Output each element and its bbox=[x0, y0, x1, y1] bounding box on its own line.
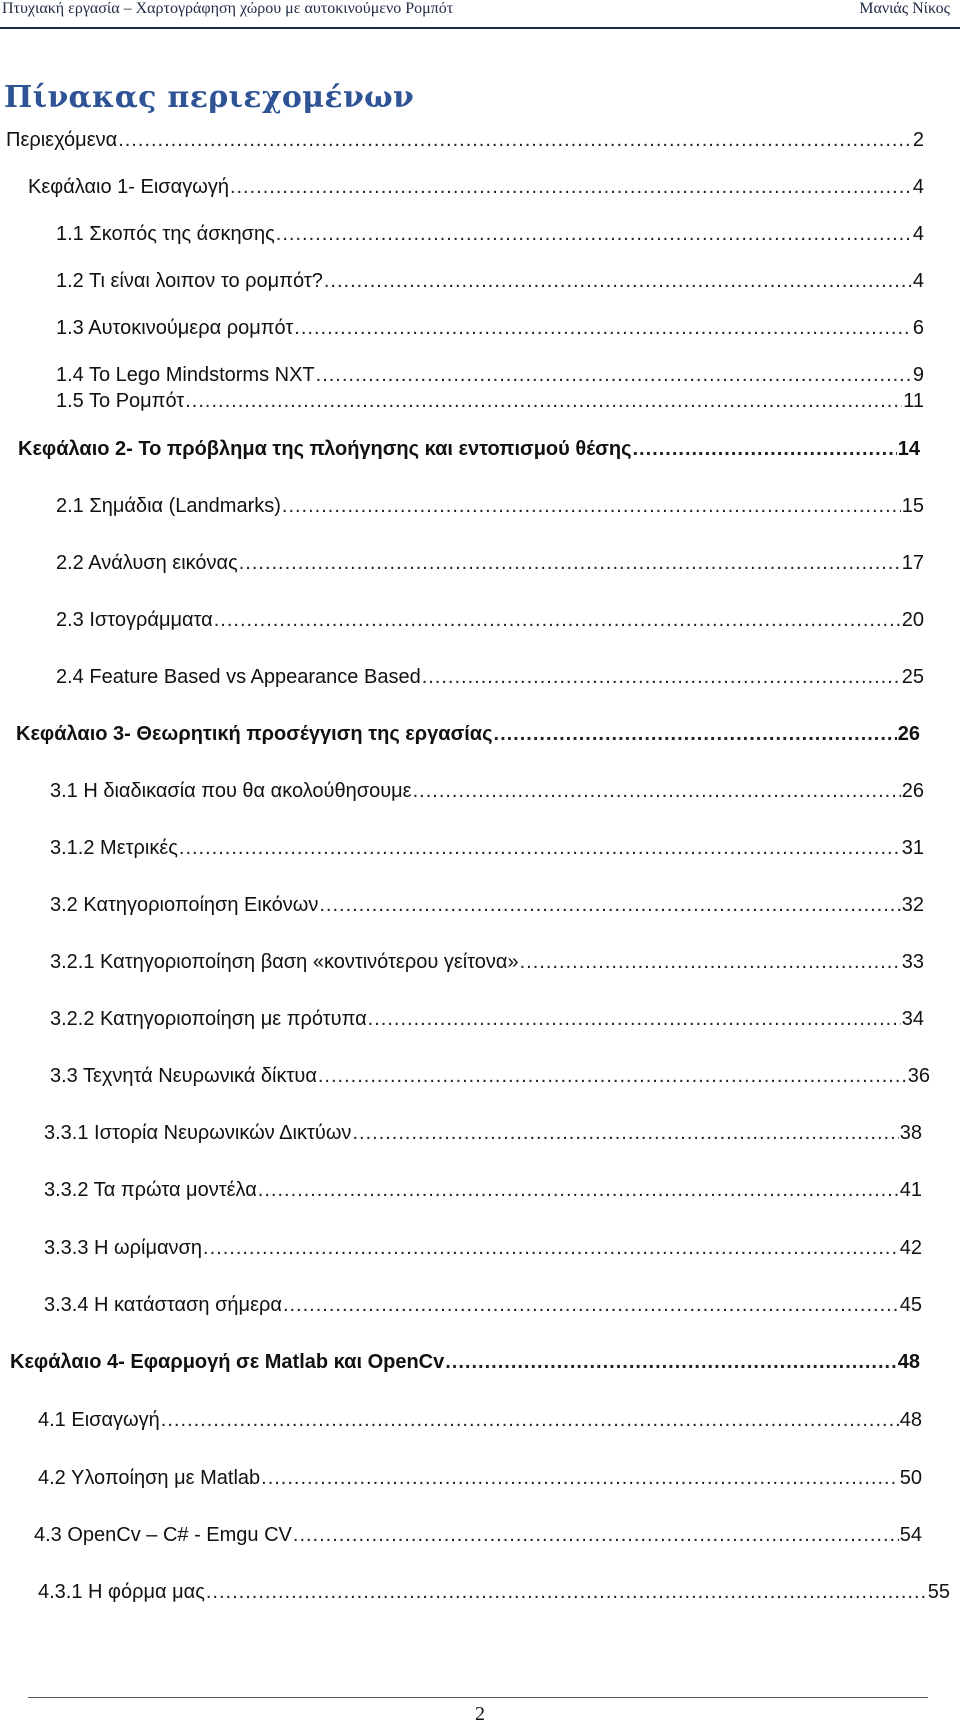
toc-entry-label: 3.2.2 Κατηγοριοποίηση με πρότυπα bbox=[50, 1008, 367, 1030]
toc-leader bbox=[422, 665, 901, 689]
toc-entry-label: Κεφάλαιο 1- Εισαγωγή bbox=[28, 176, 229, 198]
toc-entry-page: 4 bbox=[912, 223, 924, 245]
toc-entry[interactable] bbox=[50, 950, 924, 974]
toc-entry-page: 31 bbox=[901, 837, 924, 859]
toc-entry-label: Κεφάλαιο 4- Εφαρμογή σε Matlab και OpenCv bbox=[10, 1351, 445, 1373]
toc-leader bbox=[230, 175, 912, 199]
toc-entry[interactable] bbox=[56, 389, 924, 413]
toc-entry-label: 1.4 To Lego Mindstorms NXT bbox=[56, 364, 315, 386]
toc-entry-page: 36 bbox=[907, 1065, 930, 1087]
toc-entry-label: 3.1.2 Μετρικές bbox=[50, 837, 178, 859]
toc-entry-label: 3.3.1 Ιστορία Νευρωνικών Δικτύων bbox=[44, 1122, 352, 1144]
toc-entry-label: 3.3 Τεχνητά Νευρωνικά δίκτυα bbox=[50, 1065, 317, 1087]
toc-entry-label: Κεφάλαιο 2- Το πρόβλημα της πλοήγησης και εντοπισμού θέσης bbox=[18, 438, 632, 460]
toc-leader bbox=[294, 316, 912, 340]
toc-entry[interactable] bbox=[50, 779, 924, 803]
toc-entry-page: 32 bbox=[901, 894, 924, 916]
toc-entry-page: 6 bbox=[912, 317, 924, 339]
toc-entry-page: 17 bbox=[901, 552, 924, 574]
toc-entry-label: 2.1 Σημάδια (Landmarks) bbox=[56, 495, 281, 517]
toc-entry[interactable] bbox=[50, 836, 924, 860]
toc-leader bbox=[276, 222, 912, 246]
toc-entry-page: 9 bbox=[912, 364, 924, 386]
toc-entry[interactable] bbox=[56, 665, 924, 689]
toc-leader bbox=[239, 551, 901, 575]
toc-entry[interactable] bbox=[56, 316, 924, 340]
toc-entry[interactable] bbox=[38, 1466, 922, 1490]
toc-leader bbox=[413, 779, 901, 803]
toc-entry-page: 2 bbox=[912, 129, 924, 151]
toc-entry-label: 3.3.2 Τα πρώτα μοντέλα bbox=[44, 1179, 257, 1201]
toc-leader bbox=[203, 1236, 899, 1260]
toc-entry-page: 38 bbox=[899, 1122, 922, 1144]
toc-leader bbox=[206, 1580, 927, 1604]
toc-entry[interactable] bbox=[56, 269, 924, 293]
toc-leader bbox=[282, 494, 901, 518]
toc-entry[interactable] bbox=[38, 1408, 922, 1432]
header-author: Μανιάς Νίκος bbox=[859, 0, 950, 17]
toc-entry-label: 3.2 Κατηγοριοποίηση Εικόνων bbox=[50, 894, 319, 916]
toc-entry-page: 4 bbox=[912, 270, 924, 292]
toc-entry-label: 3.2.1 Κατηγοριοποίηση βαση «κοντινότερου γείτονα» bbox=[50, 951, 519, 973]
toc-entry[interactable] bbox=[44, 1236, 922, 1260]
toc-leader bbox=[316, 363, 912, 387]
toc-entry-page: 25 bbox=[901, 666, 924, 688]
toc-leader bbox=[179, 836, 901, 860]
toc-entry[interactable] bbox=[18, 437, 920, 461]
toc-entry-label: 4.3 OpenCv – C# - Emgu CV bbox=[34, 1524, 292, 1546]
toc-entry[interactable] bbox=[50, 893, 924, 917]
toc-entry[interactable] bbox=[50, 1007, 924, 1031]
toc-entry-page: 34 bbox=[901, 1008, 924, 1030]
toc-entry[interactable] bbox=[56, 608, 924, 632]
toc-leader bbox=[318, 1064, 907, 1088]
toc-entry[interactable] bbox=[44, 1178, 922, 1202]
toc-entry-label: 3.3.4 Η κατάσταση σήμερα bbox=[44, 1294, 282, 1316]
toc-entry[interactable] bbox=[56, 363, 924, 387]
toc-leader bbox=[283, 1293, 899, 1317]
toc-entry-label: 4.1 Εισαγωγή bbox=[38, 1409, 160, 1431]
header-rule bbox=[0, 27, 960, 29]
toc-entry-page: 14 bbox=[897, 438, 920, 460]
toc-entry-label: 3.3.3 Η ωρίμανση bbox=[44, 1237, 203, 1259]
toc-entry-page: 45 bbox=[899, 1294, 922, 1316]
toc-leader bbox=[352, 1121, 898, 1145]
toc-entry-label: 1.1 Σκοπός της άσκησης bbox=[56, 223, 275, 245]
toc-leader bbox=[324, 269, 912, 293]
toc-leader bbox=[632, 437, 896, 461]
toc-entry[interactable] bbox=[56, 222, 924, 246]
header-title: Πτυχιακή εργασία – Χαρτογράφηση χώρου με αυτοκινούμενο Ρομπότ bbox=[2, 0, 454, 17]
toc-entry-label: 1.5 Το Ρομπότ bbox=[56, 390, 185, 412]
toc-entry-label: 2.4 Feature Based vs Appearance Based bbox=[56, 666, 421, 688]
toc-entry-page: 20 bbox=[901, 609, 924, 631]
toc-entry-page: 4 bbox=[912, 176, 924, 198]
toc-entry[interactable] bbox=[16, 722, 920, 746]
toc-entry-label: 3.1 Η διαδικασία που θα ακολούθησουμε bbox=[50, 780, 412, 802]
toc-title: Πίνακας περιεχομένων bbox=[4, 80, 415, 115]
toc-leader bbox=[319, 893, 900, 917]
toc-entry-label: 1.3 Αυτοκινούμερα ρομπότ bbox=[56, 317, 294, 339]
toc-leader bbox=[261, 1466, 899, 1490]
toc-entry[interactable] bbox=[44, 1293, 922, 1317]
toc-entry-page: 26 bbox=[897, 723, 920, 745]
footer-page-number: 2 bbox=[475, 1703, 485, 1725]
toc-entry[interactable] bbox=[44, 1121, 922, 1145]
toc-leader bbox=[368, 1007, 901, 1031]
toc-entry-page: 26 bbox=[901, 780, 924, 802]
toc-entry-label: 2.3 Ιστογράμματα bbox=[56, 609, 213, 631]
toc-leader bbox=[293, 1523, 899, 1547]
toc-entry-page: 42 bbox=[899, 1237, 922, 1259]
toc-entry-page: 33 bbox=[901, 951, 924, 973]
toc-leader bbox=[445, 1350, 897, 1374]
toc-entry[interactable] bbox=[38, 1580, 950, 1604]
toc-entry[interactable] bbox=[6, 128, 924, 152]
toc-entry[interactable] bbox=[10, 1350, 920, 1374]
toc-entry[interactable] bbox=[56, 551, 924, 575]
footer-rule bbox=[28, 1697, 928, 1698]
toc-leader bbox=[118, 128, 912, 152]
toc-leader bbox=[520, 950, 901, 974]
toc-entry-label: Κεφάλαιο 3- Θεωρητική προσέγγιση της εργασίας bbox=[16, 723, 493, 745]
toc-entry-page: 48 bbox=[899, 1409, 922, 1431]
toc-leader bbox=[161, 1408, 899, 1432]
toc-leader bbox=[185, 389, 902, 413]
toc-entry-page: 55 bbox=[927, 1581, 950, 1603]
toc-entry-page: 50 bbox=[899, 1467, 922, 1489]
toc-entry-label: Περιεχόμενα bbox=[6, 129, 118, 151]
toc-entry-label: 4.2 Υλοποίηση με Matlab bbox=[38, 1467, 261, 1489]
toc-entry[interactable] bbox=[56, 494, 924, 518]
page-header bbox=[0, 0, 960, 30]
toc-entry-page: 15 bbox=[901, 495, 924, 517]
toc-entry[interactable] bbox=[50, 1064, 930, 1088]
toc-leader bbox=[494, 722, 897, 746]
toc-entry-label: 1.2 Τι είναι λοιπον το ρομπότ? bbox=[56, 270, 323, 292]
toc-leader bbox=[214, 608, 901, 632]
toc-entry-label: 4.3.1 Η φόρμα μας bbox=[38, 1581, 205, 1603]
toc-entry-page: 48 bbox=[897, 1351, 920, 1373]
toc-leader bbox=[258, 1178, 899, 1202]
toc-entry[interactable] bbox=[28, 175, 924, 199]
toc-entry[interactable] bbox=[34, 1523, 922, 1547]
toc-entry-label: 2.2 Ανάλυση εικόνας bbox=[56, 552, 238, 574]
toc-entry-page: 41 bbox=[899, 1179, 922, 1201]
toc-entry-page: 11 bbox=[903, 390, 924, 412]
toc-entry-page: 54 bbox=[899, 1524, 922, 1546]
